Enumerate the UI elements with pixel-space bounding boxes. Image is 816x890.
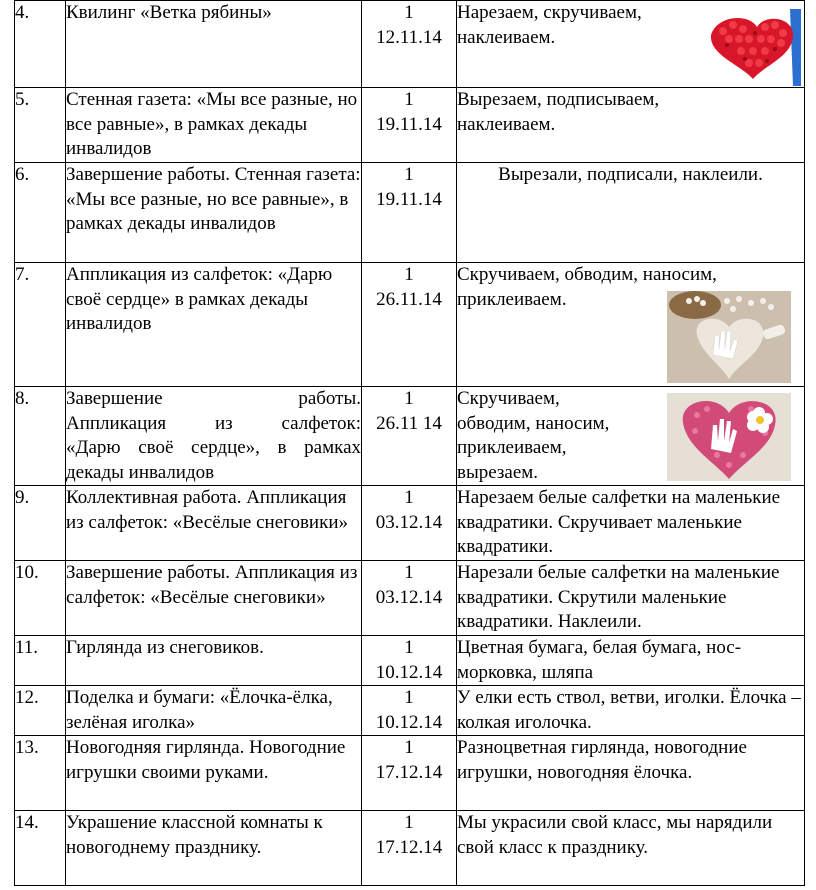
activity-line: Скручиваем, — [457, 388, 560, 409]
table-row — [15, 736, 805, 811]
lesson-topic: Завершение работы. Стенная газета: «Мы все разные, но все равные», в рамках декады инвалидов — [66, 163, 362, 263]
table-row — [15, 1, 805, 88]
row-number: 7. — [15, 263, 66, 387]
hours-date — [362, 387, 457, 486]
lesson-activity — [457, 88, 805, 163]
hours-date — [362, 88, 457, 163]
row-number: 13. — [15, 736, 66, 811]
lesson-activity: Нарезаем белые салфетки на маленькие квадратики. Скручивает маленькие квадратики. — [457, 486, 805, 561]
lesson-topic: Квилинг «Ветка рябины» — [66, 1, 362, 88]
hours-date — [362, 486, 457, 561]
activity-line: обводим, наносим, — [457, 412, 610, 434]
hours: 1 — [404, 637, 414, 658]
row-number: 8. — [15, 387, 66, 486]
row-number: 5. — [15, 88, 66, 163]
lesson-activity: Нарезали белые салфетки на маленькие квадратики. Скрутили маленькие квадратики. Наклеили. — [457, 561, 805, 636]
topic-line: «Дарю своё сердце», в рамках — [66, 437, 361, 458]
lesson-topic: Стенная газета: «Мы все разные, но все равные», в рамках декады инвалидов — [66, 88, 362, 163]
pink-heart-photo — [667, 393, 791, 481]
hours: 1 — [404, 687, 414, 708]
topic-line: Завершение работы. — [66, 388, 361, 409]
row-number: 9. — [15, 486, 66, 561]
table-row — [15, 636, 805, 686]
date: 12.11.14 — [376, 26, 442, 48]
hours-date — [362, 263, 457, 387]
lesson-activity: У елки есть ствол, ветви, иголки. Ёлочка – колкая иголочка. — [457, 686, 805, 736]
lesson-plan-table — [14, 0, 805, 886]
lesson-activity: Вырезали, подписали, наклеили. — [457, 163, 805, 263]
lesson-activity — [457, 1, 805, 88]
table-row — [15, 163, 805, 263]
hours-date — [362, 1, 457, 88]
date: 19.11.14 — [376, 188, 442, 210]
date: 19.11.14 — [376, 113, 442, 135]
row-number: 4. — [15, 1, 66, 88]
table-row — [15, 486, 805, 561]
activity-line: приклеиваем, — [457, 437, 567, 458]
lesson-topic: Завершение работы. Аппликация из салфеток: «Весёлые снеговики» — [66, 561, 362, 636]
hours-date — [362, 736, 457, 811]
date: 26.11 14 — [376, 412, 442, 434]
hours: 1 — [404, 164, 414, 185]
hours: 1 — [404, 562, 414, 583]
hours: 1 — [404, 89, 414, 110]
lesson-activity — [457, 263, 805, 387]
lesson-topic: Коллективная работа. Аппликация из салфеток: «Весёлые снеговики» — [66, 486, 362, 561]
activity-text: Вырезаем, подписываем, наклеиваем. — [457, 89, 660, 135]
activity-text: Скручиваем, обводим, наносим, приклеиваем. — [457, 264, 717, 310]
date: 10.12.14 — [375, 711, 443, 733]
hours: 1 — [404, 388, 414, 409]
table-row — [15, 88, 805, 163]
date: 17.12.14 — [375, 836, 443, 858]
rowan-quilling-photo — [705, 9, 801, 86]
table-row — [15, 686, 805, 736]
hours-date — [362, 163, 457, 263]
lesson-topic: Гирлянда из снеговиков. — [66, 636, 362, 686]
hours: 1 — [404, 487, 414, 508]
lesson-topic — [66, 387, 362, 486]
lesson-topic: Поделка и бумаги: «Ёлочка-ёлка, зелёная иголка» — [66, 686, 362, 736]
lesson-activity: Мы украсили свой класс, мы нарядили свой класс к празднику. — [457, 811, 805, 886]
date: 03.12.14 — [375, 586, 443, 608]
row-number: 10. — [15, 561, 66, 636]
hours: 1 — [404, 737, 414, 758]
row-number: 14. — [15, 811, 66, 886]
hours-date — [362, 811, 457, 886]
lesson-activity: Цветная бумага, белая бумага, нос-морковка, шляпа — [457, 636, 805, 686]
table-row — [15, 811, 805, 886]
row-number: 6. — [15, 163, 66, 263]
hours-date — [362, 636, 457, 686]
hours-date — [362, 561, 457, 636]
hours: 1 — [404, 812, 414, 833]
hours: 1 — [404, 264, 414, 285]
date: 17.12.14 — [375, 761, 443, 783]
lesson-topic: Аппликация из салфеток: «Дарю своё сердце» в рамках декады инвалидов — [66, 263, 362, 387]
lesson-topic: Новогодняя гирлянда. Новогодние игрушки своими руками. — [66, 736, 362, 811]
table-row — [15, 263, 805, 387]
topic-line: декады инвалидов — [66, 461, 215, 483]
date: 03.12.14 — [375, 511, 443, 533]
hours-date — [362, 686, 457, 736]
table-row — [15, 561, 805, 636]
lesson-activity — [457, 387, 805, 486]
lesson-activity: Разноцветная гирлянда, новогодние игрушки, новогодняя ёлочка. — [457, 736, 805, 811]
row-number: 12. — [15, 686, 66, 736]
date: 10.12.14 — [375, 661, 443, 683]
lesson-topic: Украшение классной комнаты к новогоднему празднику. — [66, 811, 362, 886]
napkin-heart-photo — [667, 291, 791, 383]
table-row — [15, 387, 805, 486]
topic-line: Аппликация из салфеток: — [66, 412, 361, 434]
row-number: 11. — [15, 636, 66, 686]
activity-text: Нарезаем, скручиваем, наклеиваем. — [457, 2, 642, 48]
date: 26.11.14 — [376, 288, 442, 310]
hours: 1 — [404, 2, 414, 23]
activity-line: вырезаем. — [457, 461, 539, 483]
